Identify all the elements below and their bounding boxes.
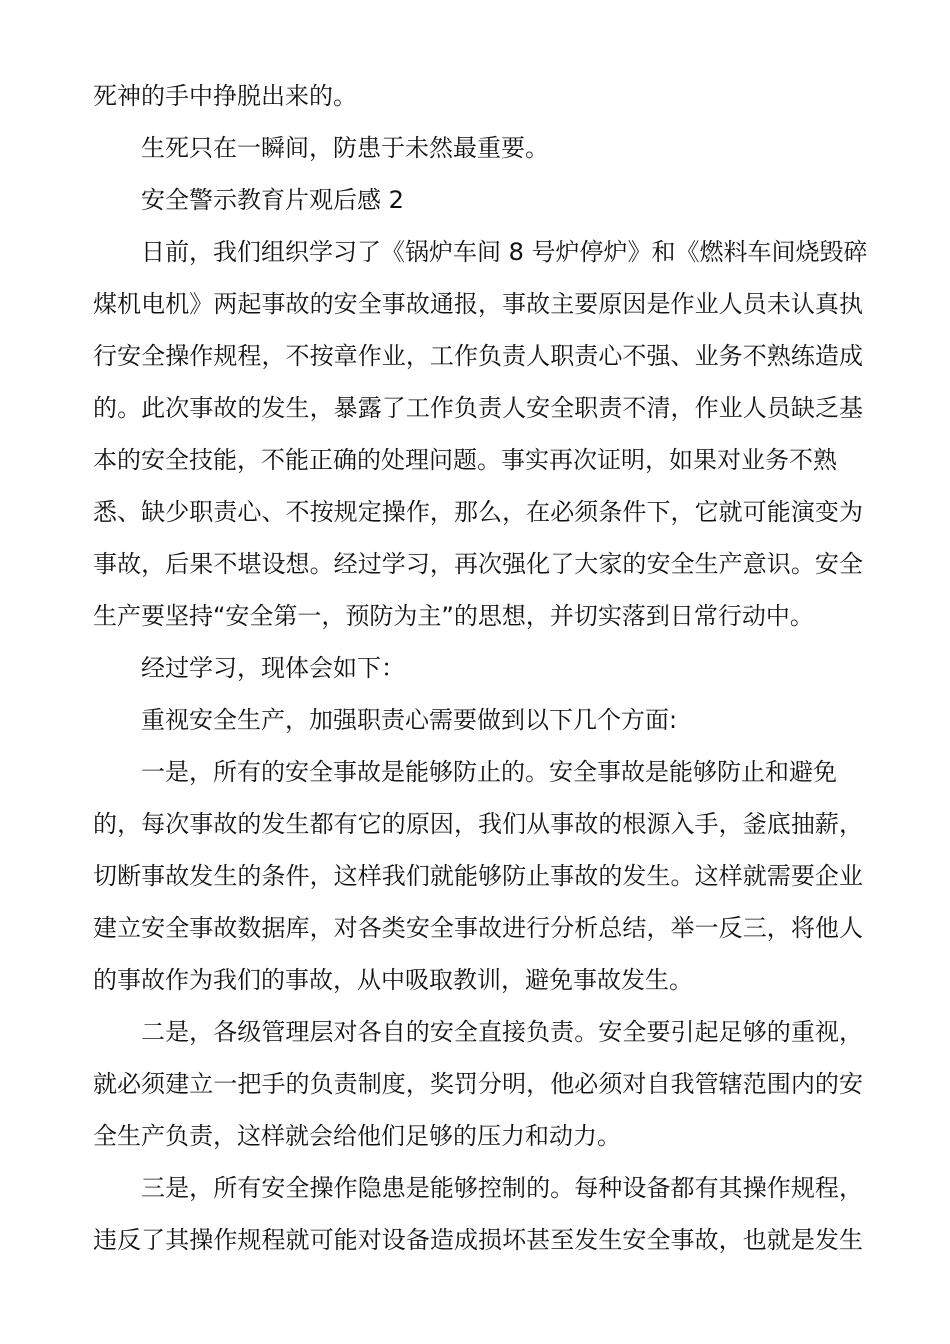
- text-line: 行安全操作规程，不按章作业，工作负责人职责心不强、业务不熟练造成: [93, 342, 863, 370]
- text-line: 经过学习，现体会如下：: [141, 654, 405, 682]
- text-line: 生死只在一瞬间，防患于未然最重要。: [141, 134, 549, 162]
- text-line: 事故，后果不堪设想。经过学习，再次强化了大家的安全生产意识。安全: [93, 550, 863, 578]
- text-line: 的，每次事故的发生都有它的原因，我们从事故的根源入手，釜底抽薪，: [93, 810, 863, 838]
- text-line: 重视安全生产，加强职责心需要做到以下几个方面:: [141, 706, 678, 734]
- text-line: 就必须建立一把手的负责制度，奖罚分明，他必须对自我管辖范围内的安: [93, 1070, 863, 1098]
- text-line: 本的安全技能，不能正确的处理问题。事实再次证明，如果对业务不熟: [93, 446, 837, 474]
- text-line: 违反了其操作规程就可能对设备造成损坏甚至发生安全事故，也就是发生: [93, 1226, 863, 1254]
- text-line: 死神的手中挣脱出来的。: [93, 82, 357, 110]
- text-line: 二是，各级管理层对各自的安全直接负责。安全要引起足够的重视，: [141, 1018, 863, 1046]
- text-line: 悉、缺少职责心、不按规定操作，那么，在必须条件下，它就可能演变为: [93, 498, 863, 526]
- section-heading: 安全警示教育片观后感 2: [141, 186, 404, 214]
- text-line: 煤机电机》两起事故的安全事故通报，事故主要原因是作业人员未认真执: [93, 290, 863, 318]
- text-line: 切断事故发生的条件，这样我们就能够防止事故的发生。这样就需要企业: [93, 862, 863, 890]
- text-line: 一是，所有的安全事故是能够防止的。安全事故是能够防止和避免: [141, 758, 837, 786]
- text-line: 的。此次事故的发生，暴露了工作负责人安全职责不清，作业人员缺乏基: [93, 394, 863, 422]
- text-line: 全生产负责，这样就会给他们足够的压力和动力。: [93, 1122, 621, 1150]
- text-line: 生产要坚持“安全第一，预防为主”的思想，并切实落到日常行动中。: [93, 602, 814, 630]
- text-line: 三是，所有安全操作隐患是能够控制的。每种设备都有其操作规程，: [141, 1174, 863, 1202]
- text-line: 建立安全事故数据库，对各类安全事故进行分析总结，举一反三，将他人: [93, 914, 863, 942]
- text-line: 的事故作为我们的事故，从中吸取教训，避免事故发生。: [93, 966, 693, 994]
- text-line: 日前，我们组织学习了《锅炉车间 8 号炉停炉》和《燃料车间烧毁碎: [141, 238, 868, 266]
